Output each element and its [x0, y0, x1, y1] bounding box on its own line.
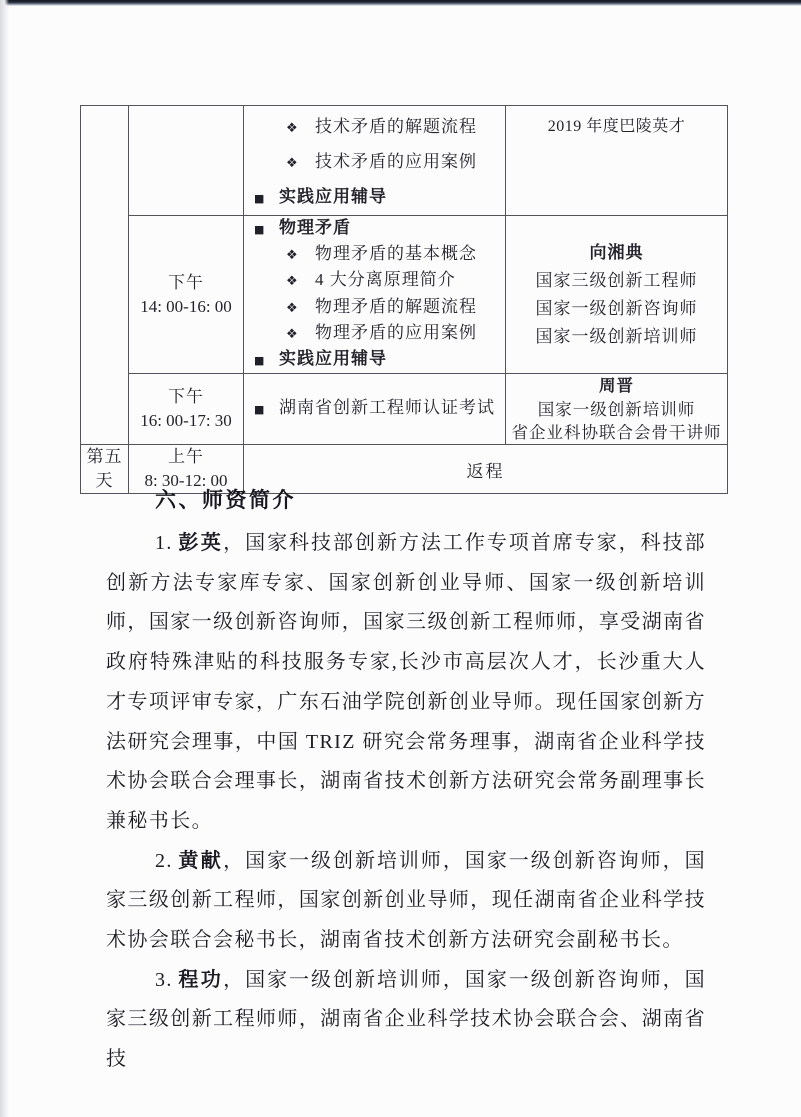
instructor-title: 国家三级创新工程师	[535, 270, 698, 290]
time-cell	[129, 374, 244, 445]
subtopic-label: 技术矛盾的解题流程	[315, 117, 477, 136]
instructor-cell	[506, 374, 728, 445]
instructor-name: 向湘典	[589, 242, 644, 262]
instructor-title: 国家一级创新培训师	[537, 399, 696, 419]
time-cell	[129, 216, 244, 374]
instructor-bio-text: ，国家科技部创新方法工作专项首席专家，科技部创新方法专家库专家、国家创新创业导师、国家一级创新培训师，国家一级创新咨询师，国家三级创新工程师师，享受湖南省政府特殊津贴的科技服务专家,长沙市高层次人才，长沙重大人才专项评审专家，广东石油学院创新创业导师。现任国家创新方法研究会理事，中国 TRIZ 研究会常务理事，湖南省企业科学技术协会联合会理事长，湖南省技术创新方法研究会常务副理事长兼秘书长。	[106, 532, 706, 832]
time-period: 下午	[168, 387, 204, 407]
scan-edge-left	[0, 0, 9, 1117]
topic-label: 物理矛盾	[279, 218, 351, 237]
square-bullet-icon: ■	[254, 354, 266, 368]
topic-item	[244, 216, 505, 242]
day-label: 天	[95, 471, 114, 491]
table-row	[81, 106, 728, 216]
subtopic-item	[244, 145, 505, 180]
day-cell-continued	[81, 106, 129, 445]
instructor-paragraph	[106, 961, 706, 1080]
time-period: 上午	[168, 447, 204, 467]
table-row	[81, 374, 728, 445]
instructor-bio-text: ，国家一级创新培训师，国家一级创新咨询师，国家三级创新工程师，国家创新创业导师，现任湖南省企业科学技术协会联合会秘书长，湖南省技术创新方法研究会副秘书长。	[106, 849, 706, 952]
subtopic-label: 技术矛盾的应用案例	[315, 152, 477, 171]
topic-list	[244, 216, 505, 373]
time-period: 下午	[168, 272, 204, 292]
subtopic-item	[244, 110, 505, 145]
instructor-title: 国家一级创新咨询师	[535, 298, 698, 318]
subtopic-item	[244, 321, 505, 347]
square-bullet-icon: ■	[254, 223, 266, 236]
instructor-bio-text: ，国家一级创新培训师，国家一级创新咨询师，国家三级创新工程师师，湖南省企业科学技术协会联合会、湖南省技	[106, 968, 706, 1071]
topic-label: 湖南省创新工程师认证考试	[279, 398, 495, 418]
instructor-bios	[106, 524, 706, 1080]
time-range: 8: 30-12: 00	[144, 471, 228, 491]
content-cell-physical	[244, 216, 506, 374]
topic-item	[244, 347, 505, 373]
subtopic-label: 4 大分离原理简介	[315, 270, 456, 290]
topic-list	[244, 106, 505, 215]
section-heading-text: 六、师资简介	[155, 488, 296, 512]
diamond-bullet-icon: ❖	[286, 156, 299, 171]
content-cell-exam	[244, 374, 506, 445]
subtopic-label: 物理矛盾的解题流程	[315, 296, 477, 316]
diamond-bullet-icon: ❖	[286, 326, 299, 342]
topic-item	[244, 397, 505, 421]
square-bullet-icon: ■	[254, 192, 266, 205]
topic-list	[244, 397, 505, 421]
scan-edge-top	[0, 0, 801, 6]
square-bullet-icon: ■	[254, 403, 266, 417]
time-cell-continued	[129, 106, 244, 216]
instructor-title: 省企业科协联合会骨干讲师	[511, 422, 722, 442]
diamond-bullet-icon: ❖	[286, 121, 299, 136]
table-row	[81, 216, 728, 374]
subtopic-item	[244, 268, 505, 294]
diamond-bullet-icon: ❖	[286, 300, 299, 316]
subtopic-label: 物理矛盾的基本概念	[315, 244, 477, 264]
instructor-paragraph	[106, 842, 706, 961]
content-cell-technical	[244, 106, 506, 216]
paragraph-number: 1.	[155, 532, 173, 554]
subtopic-label: 物理矛盾的应用案例	[315, 322, 477, 342]
topic-label: 实践应用辅导	[279, 187, 387, 206]
instructor-cell	[506, 216, 728, 374]
return-label: 返程	[466, 461, 505, 481]
instructor-paragraph	[106, 524, 706, 842]
schedule-table	[80, 105, 728, 494]
section-heading	[106, 486, 706, 515]
diamond-bullet-icon: ❖	[286, 248, 299, 264]
subtopic-item	[244, 242, 505, 268]
instructor-name-bold: 黄献	[177, 849, 224, 872]
paragraph-number: 2.	[155, 849, 173, 872]
topic-item	[244, 180, 505, 215]
instructor-name-bold: 彭英	[177, 532, 224, 554]
topic-label: 实践应用辅导	[279, 349, 387, 369]
subtopic-item	[244, 295, 505, 321]
time-range: 14: 00-16: 00	[140, 296, 232, 316]
time-range: 16: 00-17: 30	[140, 411, 232, 431]
instructor-cell	[506, 106, 728, 216]
instructor-note: 2019 年度巴陵英才	[547, 118, 686, 135]
instructor-name-bold: 程功	[177, 968, 224, 991]
instructor-name: 周晋	[599, 376, 634, 396]
day-label: 第五	[86, 447, 123, 467]
paragraph-number: 3.	[155, 968, 173, 991]
diamond-bullet-icon: ❖	[286, 274, 299, 290]
instructor-title: 国家一级创新培训师	[535, 326, 698, 346]
